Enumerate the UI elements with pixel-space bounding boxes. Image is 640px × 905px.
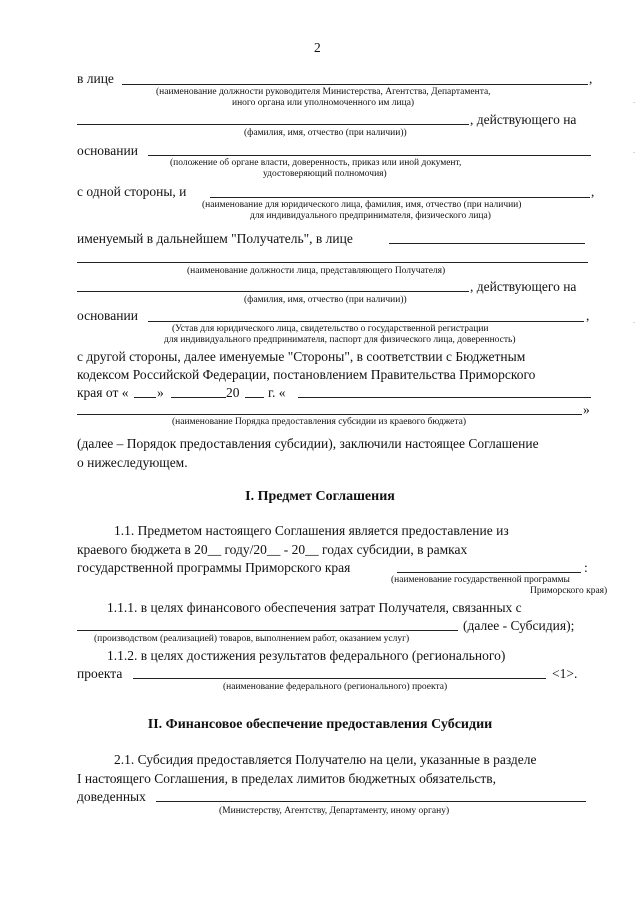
paragraph-text: государственной программы Приморского края [77, 560, 351, 575]
field-caption: иного органа или уполномоченного им лица) [232, 98, 415, 108]
acting-label: , действующего на [470, 112, 577, 127]
paragraph-line: 2.1. Субсидия предоставляется Получателю на цели, указанные в разделе [114, 752, 537, 767]
month-blank[interactable] [171, 397, 226, 398]
paragraph-line: о нижеследующем. [77, 455, 188, 470]
paragraph-line: кодексом Российской Федерации, постановлением Правительства Приморского [77, 367, 536, 382]
project-name-blank[interactable] [133, 678, 546, 679]
paragraph-text: доведенных [77, 789, 146, 804]
footnote-ref: <1>. [552, 666, 578, 681]
field-caption: (наименование федерального (регионального) проекта) [223, 682, 448, 692]
paragraph-line: 1.1.1. в целях финансового обеспечения затрат Получателя, связанных с [107, 600, 522, 615]
representative-name-blank[interactable] [77, 124, 469, 125]
field-caption: (наименование для юридического лица, фамилия, имя, отчество (при наличии) [202, 200, 522, 210]
scan-artifact: · [632, 99, 636, 107]
section-heading: I. Предмет Соглашения [245, 489, 395, 504]
field-caption: (положение об органе власти, доверенность, приказ или иной документ, [170, 158, 462, 168]
paragraph-line: 1.1.2. в целях достижения результатов федерального (регионального) [107, 648, 506, 663]
first-party-label: с одной стороны, и [77, 184, 187, 199]
recipient-name-blank[interactable] [210, 197, 590, 198]
field-caption: Приморского края) [530, 586, 608, 596]
field-caption: (Устав для юридического лица, свидетельство о государственной регистрации [172, 324, 489, 334]
colon: : [584, 560, 588, 575]
comma: , [586, 308, 590, 323]
field-caption: удостоверяющий полномочия) [263, 169, 387, 179]
state-program-blank[interactable] [397, 572, 581, 573]
cost-purpose-blank[interactable] [77, 630, 458, 631]
field-caption: (наименование Порядка предоставления субсидии из краевого бюджета) [172, 417, 467, 427]
recipient-rep-blank[interactable] [389, 243, 585, 244]
field-caption: (наименование должности лица, представляющего Получателя) [187, 266, 446, 276]
paragraph-line: I настоящего Соглашения, в пределах лимитов бюджетных обязательств, [77, 771, 497, 786]
year-blank[interactable] [245, 397, 264, 398]
recipient-rep-name-blank[interactable] [77, 291, 469, 292]
basis-label: основании [77, 143, 138, 158]
basis-document-blank[interactable] [148, 155, 591, 156]
basis-label: основании [77, 308, 138, 323]
recipient-basis-blank[interactable] [148, 321, 584, 322]
field-caption: (наименование государственной программы [391, 575, 570, 585]
paragraph-line: 1.1. Предметом настоящего Соглашения является предоставление из [114, 523, 509, 538]
paragraph-line: краевого бюджета в 20__ году/20__ - 20__ годах субсидии, в рамках [77, 542, 468, 557]
scan-artifact: · [632, 319, 636, 327]
paragraph-text: » [157, 385, 164, 400]
field-caption: (наименование должности руководителя Министерства, Агентства, Департамента, [156, 87, 491, 97]
scan-artifact: · [632, 149, 636, 157]
paragraph-line: с другой стороны, далее именуемые "Стороны", в соответствии с Бюджетным [77, 349, 526, 364]
section-heading: II. Финансовое обеспечение предоставления Субсидии [147, 717, 493, 732]
paragraph-text: проекта [77, 666, 123, 681]
closing-quote: » [583, 402, 590, 417]
field-caption: (фамилия, имя, отчество (при наличии)) [244, 295, 407, 305]
field-caption: (фамилия, имя, отчество (при наличии)) [244, 128, 407, 138]
paragraph-text: г. « [268, 385, 286, 400]
field-caption: для индивидуального предпринимателя, физического лица) [250, 211, 491, 221]
procedure-name-blank-2[interactable] [77, 414, 582, 415]
paragraph-text: (далее - Субсидия); [463, 618, 575, 633]
page-number: 2 [314, 40, 321, 55]
paragraph-line: (далее – Порядок предоставления субсидии), заключили настоящее Соглашение [77, 436, 539, 451]
paragraph-text: края от « [77, 385, 129, 400]
field-caption: (производством (реализацией) товаров, выполнением работ, оказанием услуг) [94, 634, 410, 644]
paragraph-text: 20 [226, 385, 240, 400]
authority-blank[interactable] [156, 801, 586, 802]
representative-position-blank[interactable] [122, 84, 588, 85]
representative-label: в лице [77, 71, 114, 86]
acting-label: , действующего на [470, 279, 577, 294]
field-caption: для индивидуального предпринимателя, паспорт для физического лица, доверенность) [164, 335, 516, 345]
procedure-name-blank[interactable] [298, 397, 591, 398]
recipient-rep-position-blank[interactable] [77, 262, 588, 263]
recipient-designation: именуемый в дальнейшем "Получатель", в лице [77, 231, 353, 246]
day-blank[interactable] [134, 397, 156, 398]
comma: , [591, 184, 595, 199]
comma: , [589, 71, 593, 86]
field-caption: (Министерству, Агентству, Департаменту, иному органу) [219, 806, 450, 816]
